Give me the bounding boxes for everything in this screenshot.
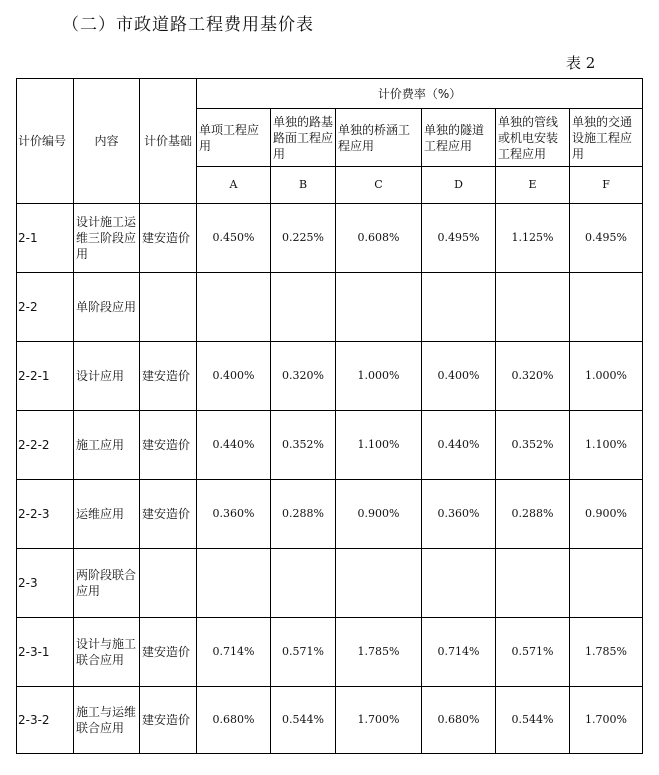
row-rate-c: 1.785% bbox=[336, 618, 422, 687]
row-rate-d: 0.714% bbox=[422, 618, 496, 687]
row-rate-f: 1.700% bbox=[570, 687, 643, 754]
table-row bbox=[17, 480, 643, 549]
header-row-1 bbox=[17, 79, 643, 109]
row-rate-a: 0.440% bbox=[197, 411, 271, 480]
row-content: 两阶段联合应用 bbox=[74, 549, 140, 618]
row-rate-b bbox=[271, 273, 336, 342]
row-rate-d: 0.440% bbox=[422, 411, 496, 480]
row-rate-f bbox=[570, 549, 643, 618]
row-content: 单阶段应用 bbox=[74, 273, 140, 342]
row-basis: 建安造价 bbox=[140, 411, 197, 480]
row-rate-e: 0.288% bbox=[496, 480, 570, 549]
row-rate-c: 1.000% bbox=[336, 342, 422, 411]
row-code: 2-1 bbox=[17, 204, 74, 273]
row-rate-c: 0.900% bbox=[336, 480, 422, 549]
row-rate-b bbox=[271, 549, 336, 618]
header-letter-c: C bbox=[336, 167, 422, 204]
header-col-e: 单独的管线或机电安装工程应用 bbox=[496, 109, 570, 167]
header-basis: 计价基础 bbox=[140, 79, 197, 204]
row-code: 2-2-2 bbox=[17, 411, 74, 480]
row-basis: 建安造价 bbox=[140, 687, 197, 754]
row-rate-e: 1.125% bbox=[496, 204, 570, 273]
row-code: 2-2-3 bbox=[17, 480, 74, 549]
row-rate-c: 1.100% bbox=[336, 411, 422, 480]
header-col-d: 单独的隧道工程应用 bbox=[422, 109, 496, 167]
row-content: 施工与运维联合应用 bbox=[74, 687, 140, 754]
row-rate-b: 0.352% bbox=[271, 411, 336, 480]
header-col-f: 单独的交通设施工程应用 bbox=[570, 109, 643, 167]
page-title: （二）市政道路工程费用基价表 bbox=[62, 15, 314, 35]
row-rate-e: 0.320% bbox=[496, 342, 570, 411]
table-row bbox=[17, 687, 643, 754]
table-row bbox=[17, 204, 643, 273]
table-row bbox=[17, 549, 643, 618]
row-rate-e: 0.544% bbox=[496, 687, 570, 754]
row-code: 2-3 bbox=[17, 549, 74, 618]
row-rate-e: 0.352% bbox=[496, 411, 570, 480]
table-row bbox=[17, 342, 643, 411]
row-rate-e bbox=[496, 273, 570, 342]
row-rate-d bbox=[422, 549, 496, 618]
row-rate-a: 0.360% bbox=[197, 480, 271, 549]
header-rate-group: 计价费率（%） bbox=[197, 79, 643, 109]
table-body bbox=[17, 79, 643, 754]
row-content: 设计施工运维三阶段应用 bbox=[74, 204, 140, 273]
row-rate-d: 0.680% bbox=[422, 687, 496, 754]
header-col-b: 单独的路基路面工程应用 bbox=[271, 109, 336, 167]
header-col-a: 单项工程应用 bbox=[197, 109, 271, 167]
row-rate-f: 1.100% bbox=[570, 411, 643, 480]
header-letter-b: B bbox=[271, 167, 336, 204]
header-letter-d: D bbox=[422, 167, 496, 204]
row-basis: 建安造价 bbox=[140, 618, 197, 687]
row-code: 2-3-1 bbox=[17, 618, 74, 687]
header-letter-f: F bbox=[570, 167, 643, 204]
header-letter-a: A bbox=[197, 167, 271, 204]
row-rate-b: 0.288% bbox=[271, 480, 336, 549]
row-rate-e bbox=[496, 549, 570, 618]
fee-table bbox=[16, 78, 643, 754]
row-rate-b: 0.544% bbox=[271, 687, 336, 754]
row-rate-d: 0.400% bbox=[422, 342, 496, 411]
row-rate-b: 0.320% bbox=[271, 342, 336, 411]
row-rate-a bbox=[197, 549, 271, 618]
table-number: 表 2 bbox=[566, 54, 596, 72]
row-content: 施工应用 bbox=[74, 411, 140, 480]
row-rate-d bbox=[422, 273, 496, 342]
row-basis bbox=[140, 549, 197, 618]
row-rate-a bbox=[197, 273, 271, 342]
row-basis: 建安造价 bbox=[140, 480, 197, 549]
row-rate-f: 0.900% bbox=[570, 480, 643, 549]
row-rate-f: 0.495% bbox=[570, 204, 643, 273]
row-rate-c: 1.700% bbox=[336, 687, 422, 754]
row-rate-a: 0.450% bbox=[197, 204, 271, 273]
row-rate-a: 0.714% bbox=[197, 618, 271, 687]
row-content: 设计应用 bbox=[74, 342, 140, 411]
row-rate-f bbox=[570, 273, 643, 342]
row-rate-d: 0.495% bbox=[422, 204, 496, 273]
header-letter-e: E bbox=[496, 167, 570, 204]
row-rate-e: 0.571% bbox=[496, 618, 570, 687]
table-row bbox=[17, 618, 643, 687]
row-rate-f: 1.785% bbox=[570, 618, 643, 687]
row-rate-f: 1.000% bbox=[570, 342, 643, 411]
row-rate-c bbox=[336, 549, 422, 618]
row-code: 2-2-1 bbox=[17, 342, 74, 411]
row-rate-b: 0.225% bbox=[271, 204, 336, 273]
header-col-c: 单独的桥涵工程应用 bbox=[336, 109, 422, 167]
header-code: 计价编号 bbox=[17, 79, 74, 204]
row-rate-c: 0.608% bbox=[336, 204, 422, 273]
row-rate-b: 0.571% bbox=[271, 618, 336, 687]
row-rate-a: 0.680% bbox=[197, 687, 271, 754]
row-code: 2-2 bbox=[17, 273, 74, 342]
row-rate-a: 0.400% bbox=[197, 342, 271, 411]
row-rate-c bbox=[336, 273, 422, 342]
row-basis: 建安造价 bbox=[140, 342, 197, 411]
row-code: 2-3-2 bbox=[17, 687, 74, 754]
row-basis bbox=[140, 273, 197, 342]
header-content: 内容 bbox=[74, 79, 140, 204]
row-content: 设计与施工联合应用 bbox=[74, 618, 140, 687]
row-rate-d: 0.360% bbox=[422, 480, 496, 549]
table-row bbox=[17, 411, 643, 480]
row-content: 运维应用 bbox=[74, 480, 140, 549]
row-basis: 建安造价 bbox=[140, 204, 197, 273]
table-row bbox=[17, 273, 643, 342]
